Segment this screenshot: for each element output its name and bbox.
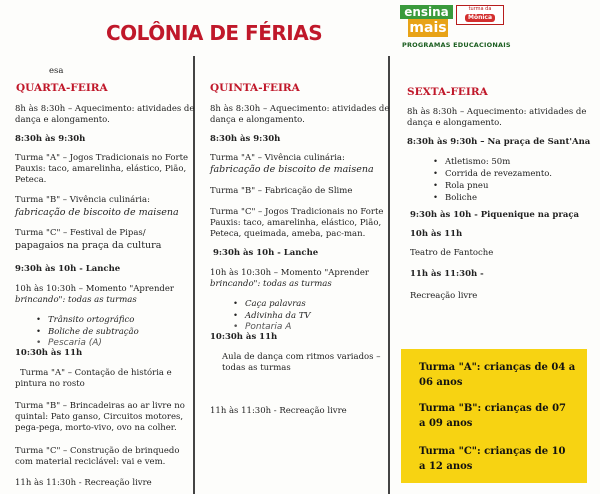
age-group-line: Turma "C": crianças de 10 — [419, 446, 566, 457]
age-group-line: a 09 anos — [419, 418, 473, 429]
quarta-line: Turma "A" – Jogos Tradicionais no Forte — [15, 153, 189, 163]
quarta-time: 9:30h às 10h - Lanche — [15, 264, 121, 274]
quarta-bullet: • Boliche de subtração — [48, 327, 139, 338]
quarta-line: fabricação de biscoito de maisena — [15, 207, 179, 218]
quarta-time: 8:30h às 9:30h — [15, 134, 86, 144]
quinta-line: 8h às 8:30h – Aquecimento: atividades de — [210, 104, 390, 114]
ensina-mais-logo — [400, 5, 511, 53]
quarta-time: 10:30h às 11h — [15, 348, 83, 358]
quarta-line: quintal: Pato ganso, Circuitos motores, — [15, 412, 184, 422]
quinta-time: 10:30h às 11h — [210, 332, 278, 342]
sexta-heading: SEXTA-FEIRA — [407, 86, 488, 98]
quinta-bullet-handwritten: • Pontaria A — [245, 322, 291, 332]
quarta-line: 10h às 10:30h – Momento "Aprender — [15, 284, 174, 294]
logo-ensina-text: ensina — [400, 5, 453, 19]
column-divider-1 — [193, 56, 195, 494]
quarta-line: Peteca. — [15, 175, 47, 185]
sexta-line: Recreação livre — [410, 291, 478, 301]
quinta-line: todas as turmas — [222, 363, 291, 373]
age-group-line: a 12 anos — [419, 461, 473, 472]
quinta-bullet: • Caça palavras — [245, 299, 306, 310]
quarta-heading: QUARTA-FEIRA — [16, 82, 108, 94]
quarta-line: Turma "B" – Brincadeiras ao ar livre no — [15, 401, 185, 411]
quarta-bullet: • Trânsito ortográfico — [48, 315, 134, 326]
age-group-line: 06 anos — [419, 377, 463, 388]
quinta-heading: QUINTA-FEIRA — [210, 82, 300, 94]
sexta-bullet: • Corrida de revezamento. — [445, 169, 552, 180]
logo-box-top: turma da — [468, 6, 492, 12]
quarta-bullet-handwritten: • Pescaria (A) — [48, 338, 102, 348]
quinta-line: Turma "A" – Vivência culinária: — [210, 153, 345, 163]
quarta-line: pintura no rosto — [15, 379, 85, 389]
sexta-line: 8h às 8:30h – Aquecimento: atividades de — [407, 107, 587, 117]
quinta-time: 8:30h às 9:30h — [210, 134, 281, 144]
quinta-time: 9:30h às 10h - Lanche — [213, 248, 319, 258]
quinta-line: Turma "C" – Jogos Tradicionais no Forte — [210, 207, 384, 217]
page-title: COLÔNIA DE FÉRIAS — [106, 21, 323, 45]
quinta-line: 11h às 11:30h - Recreação livre — [210, 406, 347, 416]
turma-da-monica-logo — [456, 5, 504, 25]
sexta-line: dança e alongamento. — [407, 118, 502, 128]
quinta-line: 10h às 10:30h – Momento "Aprender — [210, 268, 369, 278]
logo-subtitle: PROGRAMAS EDUCACIONAIS — [402, 41, 511, 49]
quinta-line: dança e alongamento. — [210, 115, 305, 125]
quinta-line: Aula de dança com ritmos variados – — [222, 352, 381, 362]
quarta-line: 11h às 11:30h - Recreação livre — [15, 478, 152, 488]
age-group-line: Turma "B": crianças de 07 — [419, 403, 566, 414]
quarta-line: pega-pega, morto-vivo, ovo na colher. — [15, 423, 177, 433]
sexta-time: 9:30h às 10h - Piquenique na praça — [410, 210, 580, 220]
quinta-line: Turma "B" – Fabricação de Slime — [210, 186, 353, 196]
logo-mais-text: mais — [409, 20, 447, 36]
quarta-line: Turma "C" – Construção de brinquedo — [15, 446, 180, 456]
logo-box-bubble: Mônica — [465, 14, 495, 22]
quarta-line: dança e alongamento. — [15, 115, 110, 125]
sexta-time: 10h às 11h — [410, 229, 463, 239]
sexta-bullet: • Rola pneu — [445, 181, 488, 192]
quarta-line: Turma "C" – Festival de Pipas/ — [15, 228, 146, 238]
sexta-time: 11h às 11:30h - — [410, 269, 484, 279]
quinta-line: Pauxis: taco, amarelinha, elástico, Pião, — [210, 218, 382, 228]
quarta-line: Turma "A" – Contação de história e — [20, 368, 172, 378]
column-divider-2 — [388, 56, 390, 494]
quinta-line: Peteca, queimada, ameba, pac-man. — [210, 229, 366, 239]
quarta-line: 8h às 8:30h – Aquecimento: atividades de — [15, 104, 195, 114]
quarta-line: Turma "B" – Vivência culinária: — [15, 195, 150, 205]
quinta-line: fabricação de biscoito de maisena — [210, 164, 374, 175]
quinta-bullet: • Adivinha da TV — [245, 311, 311, 322]
quarta-line: com material reciclável: vai e vem. — [15, 457, 166, 467]
age-group-line: Turma "A": crianças de 04 a — [419, 362, 576, 373]
quarta-line: brincando": todas as turmas — [15, 295, 137, 305]
quarta-line: papagaios na praça da cultura — [15, 240, 162, 251]
sexta-line: Teatro de Fantoche — [410, 248, 494, 258]
age-groups-box — [401, 349, 587, 483]
sexta-time: 8:30h às 9:30h – Na praça de Sant'Ana — [407, 137, 591, 147]
quarta-line: Pauxis: taco, amarelinha, elástico, Pião, — [15, 164, 187, 174]
fragment-text: esa — [49, 66, 64, 76]
sexta-bullet: • Atletismo: 50m — [445, 157, 510, 168]
quinta-line: brincando": todas as turmas — [210, 279, 332, 289]
sexta-bullet: • Boliche — [445, 193, 477, 204]
